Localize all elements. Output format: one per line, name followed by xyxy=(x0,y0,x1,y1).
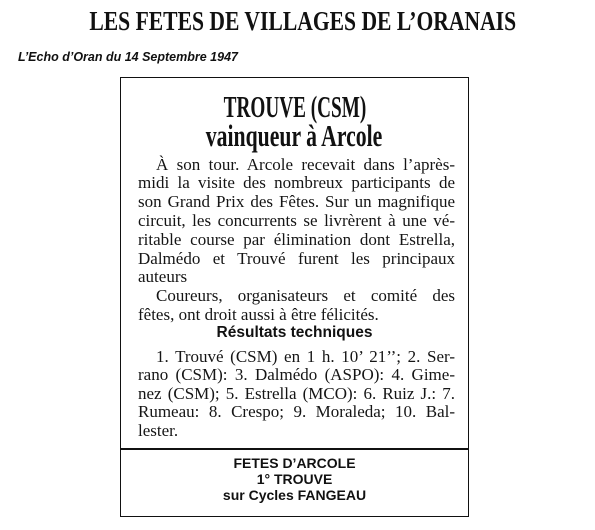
results-line: Rumeau: 8. Crespo; 9. Moraleda; 10. Bal- xyxy=(138,402,455,422)
footer-caption xyxy=(120,455,469,503)
results-heading: Résultats techniques xyxy=(216,324,373,341)
article-headline xyxy=(120,89,469,153)
paragraph-line: Coureurs, organisateurs et comité des xyxy=(156,286,455,306)
headline-subtitle xyxy=(120,118,469,153)
source-line: L’Echo d’Oran du 14 Septembre 1947 xyxy=(18,50,238,64)
footer-line: FETES D’ARCOLE xyxy=(233,455,356,471)
paragraph-line: son Grand Prix des Fêtes. Sur un magnifique xyxy=(138,192,455,212)
results-line: lester. xyxy=(138,420,179,440)
divider xyxy=(120,448,469,450)
paragraph-line: auteurs xyxy=(138,267,188,287)
paragraph-line: fêtes, ont droit aussi à être félicités. xyxy=(138,304,379,324)
paragraph-line: Dalmédo et Trouvé furent les principaux xyxy=(138,248,455,268)
footer-line: 1° TROUVE xyxy=(256,471,333,487)
headline-title xyxy=(120,89,469,124)
headline-title-text: TROUVE (CSM) xyxy=(223,89,366,124)
results-paragraph xyxy=(138,348,455,441)
paragraph-line: circuit, les concurrents se livrèrent à une vé- xyxy=(138,210,455,230)
page-title xyxy=(10,6,595,36)
article-body xyxy=(138,156,455,325)
results-line: nez (CSM); 5. Estrella (MCO): 6. Ruiz J.: 7. xyxy=(138,383,455,403)
article-paragraph xyxy=(138,287,455,325)
headline-subtitle-text: vainqueur à Arcole xyxy=(206,118,383,153)
paragraph-line: midi la visite des nombreux participants de xyxy=(138,173,455,193)
paragraph-line: ritable course par élimination dont Estrella, xyxy=(138,229,455,249)
page-title-text: LES FETES DE VILLAGES DE L’ORANAIS xyxy=(89,6,516,36)
footer-line: sur Cycles FANGEAU xyxy=(222,487,367,503)
paragraph-line: À son tour. Arcole recevait dans l’après- xyxy=(156,154,455,174)
results-line: rano (CSM): 3. Dalmédo (ASPO): 4. Gime- xyxy=(138,365,455,385)
article-paragraph xyxy=(138,156,455,288)
results-line: 1. Trouvé (CSM) en 1 h. 10’ 21’’; 2. Ser- xyxy=(156,346,455,366)
